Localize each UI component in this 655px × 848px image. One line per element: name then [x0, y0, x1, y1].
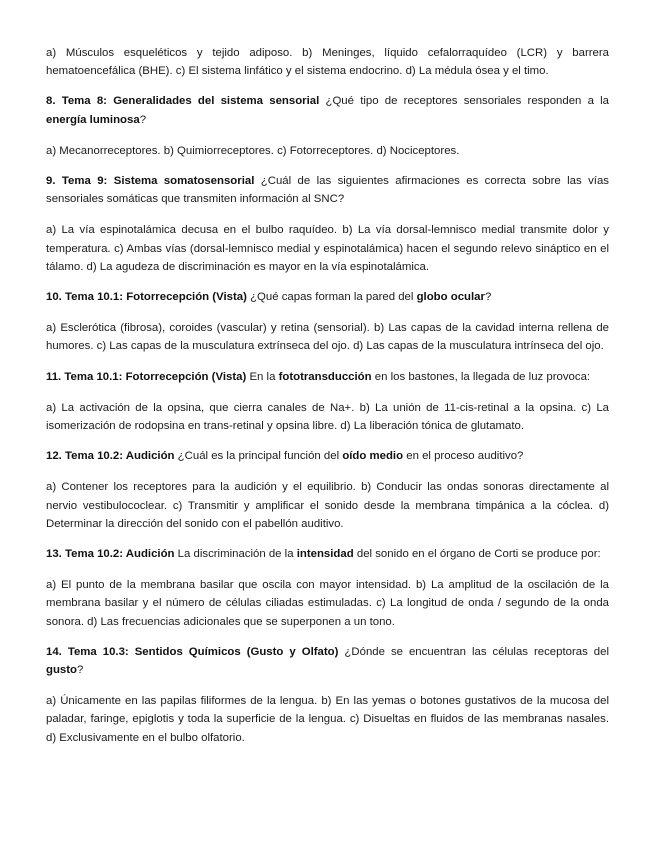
question-keyword: globo ocular	[416, 291, 485, 304]
options-8: a) Mecanorreceptores. b) Quimiorreceptores. c) Fotorreceptores. d) Nociceptores.	[46, 144, 460, 157]
question-text-after: ?	[484, 291, 492, 304]
question-8	[46, 92, 609, 128]
question-10	[46, 288, 609, 306]
question-heading: 8. Tema 8: Generalidades del sistema sensorial	[46, 95, 320, 108]
question-keyword: oído medio	[342, 450, 404, 463]
question-text: La discriminación de la	[177, 548, 294, 561]
question-text: ¿Qué tipo de receptores sensoriales responden a la	[325, 95, 609, 108]
intro-options: a) Músculos esqueléticos y tejido adiposo. b) Meninges, líquido cefalorraquídeo (LCR) y barrera hematoencefálica (BHE). c) El sistema linfático y el sistema endocrino. d) La médula ósea y el timo.	[46, 47, 609, 78]
question-11	[46, 368, 609, 386]
question-text-after: en los bastones, la llegada de luz provoca:	[374, 370, 591, 383]
question-heading: 13. Tema 10.2: Audición	[46, 548, 175, 561]
question-text-after: del sonido en el órgano de Corti se produce por:	[356, 548, 601, 561]
question-text: ¿Qué capas forman la pared del	[250, 291, 414, 304]
options-14: a) Únicamente en las papilas filiformes de la lengua. b) En las yemas o botones gustativos de la mucosa del paladar, faringe, epiglotis y toda la superficie de la lengua. c) Disueltas en fluidos de las membranas nasales. d) Exclusivamente en el bulbo olfatorio.	[46, 695, 609, 744]
question-text: ¿Cuál es la principal función del	[177, 450, 340, 463]
question-text: ¿Dónde se encuentran las células receptoras del	[344, 645, 609, 658]
question-heading: 12. Tema 10.2: Audición	[46, 450, 175, 463]
question-text: En la	[249, 370, 276, 383]
options-9: a) La vía espinotalámica decusa en el bulbo raquídeo. b) La vía dorsal-lemnisco medial transmite dolor y temperatura. c) Ambas vías (dorsal-lemnisco medial y espinotalámica) hacen el segundo relevo sináptico en el tálamo. d) La agudeza de discriminación es mayor en la vía espinotalámica.	[46, 224, 609, 273]
options-12: a) Contener los receptores para la audición y el equilibrio. b) Conducir las ondas sonoras directamente al nervio vestibulococlear. c) Transmitir y amplificar el sonido desde la membrana timpánica a la cóclea. d) Determinar la dirección del sonido con el pabellón auditivo.	[46, 481, 609, 530]
question-heading: 9. Tema 9: Sistema somatosensorial	[46, 175, 255, 188]
question-keyword: fototransducción	[278, 370, 372, 383]
question-9	[46, 172, 609, 208]
question-text-after: ?	[77, 664, 84, 677]
question-12	[46, 447, 609, 465]
question-keyword: energía luminosa	[46, 113, 140, 126]
question-heading: 14. Tema 10.3: Sentidos Químicos (Gusto y Olfato)	[46, 645, 339, 658]
options-10: a) Esclerótica (fibrosa), coroides (vascular) y retina (sensorial). b) Las capas de la cavidad interna rellena de humores. c) Las capas de la musculatura extrínseca del ojo. d) Las capas de la musculatura intrínseca del ojo.	[46, 322, 609, 353]
document-page	[46, 44, 609, 759]
question-14	[46, 643, 609, 679]
question-heading: 10. Tema 10.1: Fotorrecepción (Vista)	[46, 291, 247, 304]
question-text: ¿Cuál de las siguientes afirmaciones es correcta sobre las vías sensoriales somáticas que transmiten información al SNC?	[46, 175, 609, 206]
options-13: a) El punto de la membrana basilar que oscila con mayor intensidad. b) La amplitud de la oscilación de la membrana basilar y el número de células ciliadas estimuladas. c) La longitud de onda / segundo de la onda sonora. d) Las frecuencias adicionales que se superponen a un tono.	[46, 579, 609, 628]
question-keyword: gusto	[46, 664, 78, 677]
options-11: a) La activación de la opsina, que cierra canales de Na+. b) La unión de 11-cis-retinal a la opsina. c) La isomerización de rodopsina en trans-retinal y opsina libre. d) La liberación tónica de glutamato.	[46, 401, 609, 433]
question-heading: 11. Tema 10.1: Fotorrecepción (Vista)	[46, 370, 247, 383]
question-text-after: en el proceso auditivo?	[406, 450, 524, 463]
question-keyword: intensidad	[296, 548, 354, 561]
question-text-after: ?	[139, 113, 147, 126]
question-13	[46, 545, 609, 563]
